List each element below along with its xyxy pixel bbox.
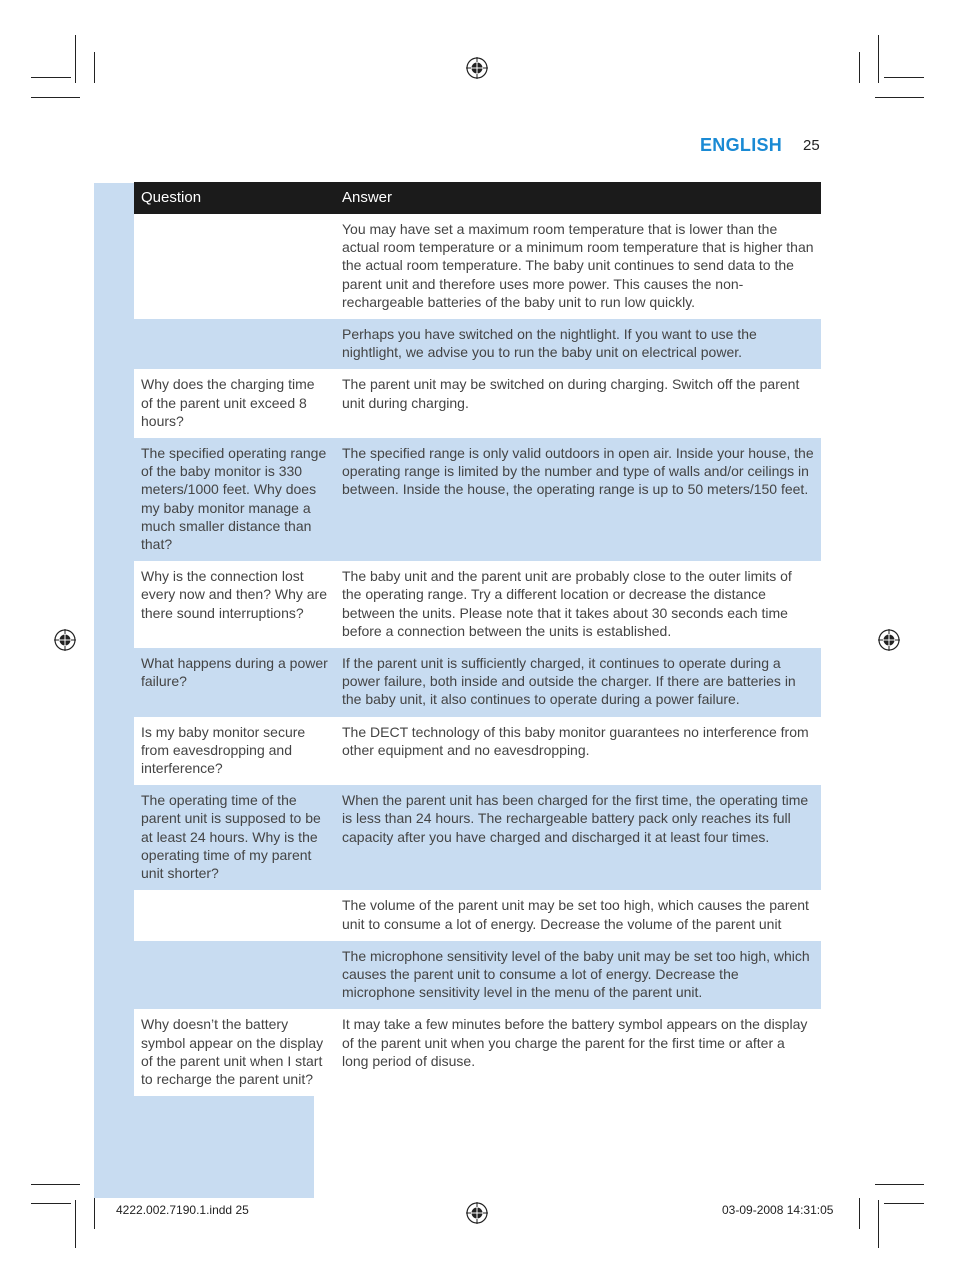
crop-mark [31,97,80,98]
table-row [134,214,821,319]
print-timestamp: 03-09-2008 14:31:05 [722,1203,834,1217]
crop-mark [31,77,71,78]
answer-cell: The DECT technology of this baby monitor guarantees no interference from other equipment and no eavesdropping. [335,717,821,786]
answer-cell: It may take a few minutes before the battery symbol appears on the display of the parent unit when you charge the parent for the first time or after a long period of disuse. [335,1009,821,1096]
answer-cell: The microphone sensitivity level of the baby unit may be set too high, which causes the parent unit to consume a lot of energy. Decrease the microphone sensitivity level in the menu of the parent unit. [335,941,821,1010]
crop-mark [31,1203,71,1204]
question-cell: The operating time of the parent unit is supposed to be at least 24 hours. Why is the operating time of my parent unit shorter? [134,785,335,890]
answer-cell: The parent unit may be switched on during charging. Switch off the parent unit during charging. [335,369,821,438]
answer-cell: When the parent unit has been charged for the first time, the operating time is less than 24 hours. The rechargeable battery pack only reaches its full capacity after you have charged and discharged it at least four times. [335,785,821,890]
table-row [134,717,821,786]
question-cell: Is my baby monitor secure from eavesdropping and interference? [134,717,335,786]
table-row [134,561,821,648]
table-row [134,890,821,940]
answer-cell: Perhaps you have switched on the nightlight. If you want to use the nightlight, we advise you to run the baby unit on electrical power. [335,319,821,369]
crop-mark [875,97,924,98]
crop-mark [31,1184,80,1185]
registration-mark-icon [54,629,76,651]
registration-mark-icon [466,57,488,79]
question-cell [134,890,335,940]
crop-mark [859,52,860,83]
table-row [134,941,821,1010]
question-cell: The specified operating range of the baby monitor is 330 meters/1000 feet. Why does my baby monitor manage a much smaller distance than that? [134,438,335,561]
language-label: ENGLISH [700,135,783,155]
crop-mark [859,1198,860,1229]
registration-mark-icon [466,1202,488,1224]
answer-cell: The volume of the parent unit may be set too high, which causes the parent unit to consume a lot of energy. Decrease the volume of the parent unit [335,890,821,940]
answer-cell: You may have set a maximum room temperature that is lower than the actual room temperature or a minimum room temperature that is higher than the actual room temperature. The baby unit continues to send data to the parent unit and therefore uses more power. This causes the non-rechargeable batteries of the baby unit to run low quickly. [335,214,821,319]
question-cell: Why doesn’t the battery symbol appear on the display of the parent unit when I start to recharge the parent unit? [134,1009,335,1096]
table-row [134,1009,821,1096]
question-cell [134,214,335,319]
crop-mark [75,35,76,83]
table-row [134,785,821,890]
table-row [134,319,821,369]
column-header-answer: Answer [335,182,821,214]
question-cell: Why is the connection lost every now and then? Why are there sound interruptions? [134,561,335,648]
column-header-question: Question [134,182,335,214]
answer-cell: The specified range is only valid outdoors in open air. Inside your house, the operating range is limited by the number and type of walls and/or ceilings in between. Inside the house, the operating range is up to 50 meters/150 feet. [335,438,821,561]
answer-cell: If the parent unit is sufficiently charged, it continues to operate during a power failure, both inside and outside the charger. If there are batteries in the baby unit, it also continues to operate during a power failure. [335,648,821,717]
table-row [134,648,821,717]
crop-mark [878,35,879,83]
crop-mark [884,1203,924,1204]
crop-mark [884,77,924,78]
crop-mark [878,1200,879,1248]
table-row [134,369,821,438]
table-row [134,438,821,561]
registration-mark-icon [878,629,900,651]
crop-mark [94,52,95,83]
faq-table [134,182,821,1096]
question-cell: Why does the charging time of the parent unit exceed 8 hours? [134,369,335,438]
file-info: 4222.002.7190.1.indd 25 [116,1203,249,1217]
crop-mark [94,1198,95,1229]
page-number: 25 [803,137,820,154]
question-cell [134,941,335,1010]
question-cell [134,319,335,369]
crop-mark [875,1184,924,1185]
answer-cell: The baby unit and the parent unit are probably close to the outer limits of the operating range. Try a different location or decrease the distance between the units. Please note that it takes about 30 seconds each time before a connection between the units is established. [335,561,821,648]
table-header-row [134,182,821,214]
table-body [134,214,821,1096]
crop-mark [75,1200,76,1248]
question-cell: What happens during a power failure? [134,648,335,717]
